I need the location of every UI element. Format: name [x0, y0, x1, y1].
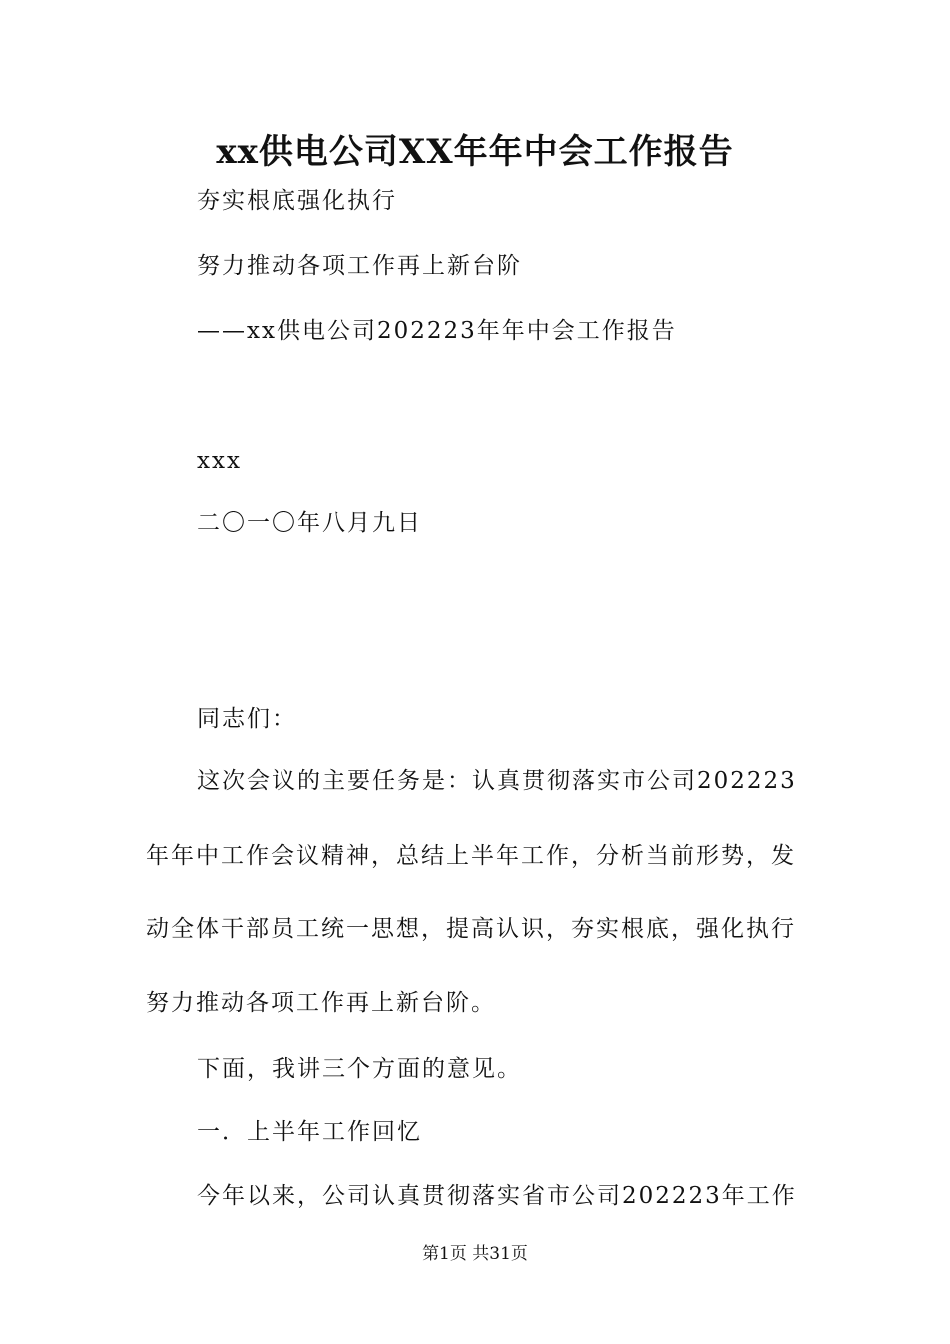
paragraph-3-line-1: 今年以来，公司认真贯彻落实省市公司202223年工作: [197, 1183, 797, 1209]
report-date: 二〇一〇年八月九日: [197, 510, 422, 536]
section-1-heading: 一．上半年工作回忆: [197, 1119, 422, 1145]
paragraph-1-line-1: 这次会议的主要任务是：认真贯彻落实市公司202223: [197, 768, 797, 794]
paragraph-1-line-3: 动全体干部员工统一思想，提高认识，夯实根底，强化执行: [146, 916, 796, 942]
page-number-footer: 第1页 共31页: [422, 1244, 528, 1264]
salutation: 同志们：: [197, 706, 297, 732]
paragraph-1-line-4: 努力推动各项工作再上新台阶。: [146, 990, 496, 1016]
paragraph-1-line-2: 年年中工作会议精神，总结上半年工作，分析当前形势，发: [146, 843, 796, 869]
subtitle-line-2: 努力推动各项工作再上新台阶: [197, 253, 522, 279]
author-name: xxx: [197, 448, 242, 474]
document-title: xx供电公司XX年年中会工作报告: [216, 132, 734, 172]
subtitle-line-3: ——xx供电公司202223年年中会工作报告: [197, 318, 677, 344]
paragraph-2: 下面，我讲三个方面的意见。: [197, 1056, 522, 1082]
subtitle-line-1: 夯实根底强化执行: [197, 188, 397, 214]
